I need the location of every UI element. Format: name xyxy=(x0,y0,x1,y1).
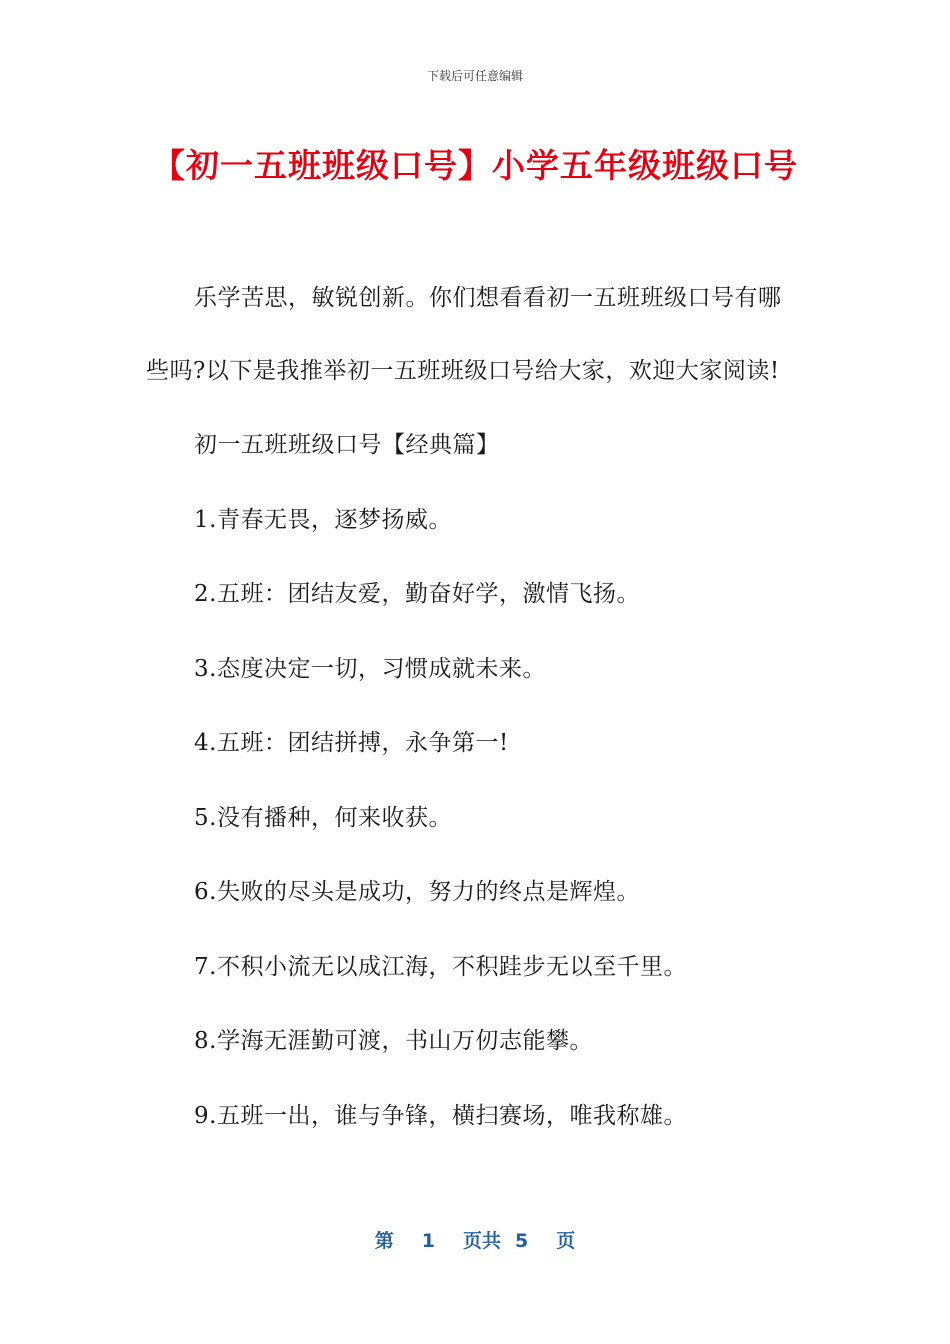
slogan-item-3: 3.态度决定一切，习惯成就未来。 xyxy=(194,656,546,682)
footer-prefix: 第 xyxy=(374,1230,394,1252)
footer-page-total: 5 xyxy=(515,1230,529,1252)
page-footer xyxy=(0,1226,950,1253)
footer-suffix: 页 xyxy=(556,1230,576,1252)
intro-paragraph-line-2: 些吗?以下是我推举初一五班班级口号给大家，欢迎大家阅读! xyxy=(146,358,780,384)
slogan-item-7: 7.不积小流无以成江海，不积跬步无以至千里。 xyxy=(194,954,687,980)
slogan-item-2: 2.五班：团结友爱，勤奋好学，激情飞扬。 xyxy=(194,581,640,607)
slogan-item-1: 1.青春无畏，逐梦扬威。 xyxy=(194,507,452,533)
document-title: 【初一五班班级口号】小学五年级班级口号 xyxy=(152,146,798,185)
slogan-item-8: 8.学海无涯勤可渡，书山万仞志能攀。 xyxy=(194,1028,593,1054)
slogan-item-4: 4.五班：团结拼搏，永争第一! xyxy=(194,730,509,756)
section-heading: 初一五班班级口号【经典篇】 xyxy=(194,432,500,458)
footer-page-number: 1 xyxy=(421,1230,435,1252)
intro-paragraph-line-1: 乐学苦思，敏锐创新。你们想看看初一五班班级口号有哪 xyxy=(194,285,782,311)
slogan-item-9: 9.五班一出，谁与争锋，横扫赛场，唯我称雄。 xyxy=(194,1103,687,1129)
footer-mid: 页共 xyxy=(462,1230,501,1252)
slogan-item-5: 5.没有播种，何来收获。 xyxy=(194,805,452,831)
slogan-item-6: 6.失败的尽头是成功，努力的终点是辉煌。 xyxy=(194,879,640,905)
header-note: 下载后可任意编辑 xyxy=(426,69,523,83)
